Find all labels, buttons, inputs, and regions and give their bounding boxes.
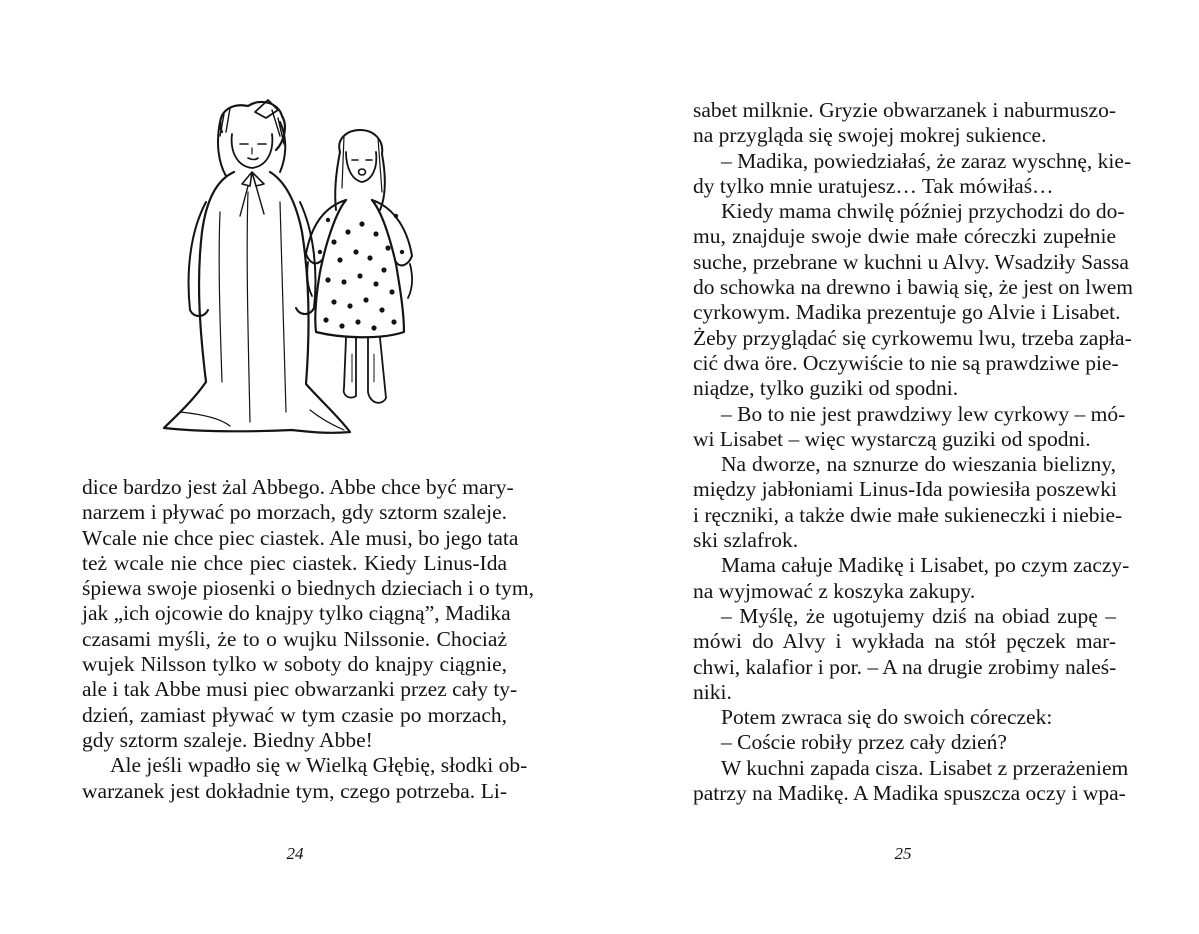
text-line: Ale jeśli wpadło się w Wielką Głębię, słodki ob-	[110, 753, 528, 778]
text-line: niki.	[693, 679, 732, 704]
two-girls-illustration	[160, 92, 430, 440]
text-line: suche, przebrane w kuchni u Alvy. Wsadziły Sassa	[693, 249, 1129, 274]
text-line: wujek Nilsson tylko w soboty do knajpy ciągnie,	[82, 652, 507, 677]
text-line: Żeby przyglądać się cyrkowemu lwu, trzeba zapła-	[693, 325, 1132, 350]
text-line: dice bardzo jest żal Abbego. Abbe chce być mary-	[82, 475, 514, 499]
left-page-text	[82, 475, 534, 804]
text-line: Mama całuje Madikę i Lisabet, po czym zaczy-	[721, 553, 1130, 578]
page-number: 24	[286, 844, 304, 863]
text-line: do schowka na drewno i bawią się, że jest on lwem	[693, 275, 1134, 300]
text-line: W kuchni zapada cisza. Lisabet z przerażeniem	[721, 755, 1129, 780]
text-line: ski szlafrok.	[693, 528, 799, 553]
text-line: chwi, kalafior i por. – A na drugie zrobimy naleś-	[693, 654, 1117, 679]
text-line: – Bo to nie jest prawdziwy lew cyrkowy – mó-	[721, 401, 1126, 426]
text-line: ale i tak Abbe musi piec obwarzanki przez cały ty-	[82, 677, 518, 702]
text-line: mu, znajduje swoje dwie małe córeczki zupełnie	[693, 224, 1116, 249]
text-line: – Myślę, że ugotujemy dziś na obiad zupę –	[721, 603, 1116, 628]
text-line: na przygląda się swojej mokrej sukience.	[693, 123, 1047, 148]
text-line: Kiedy mama chwilę później przychodzi do do-	[721, 199, 1125, 224]
text-line: narzem i pływać po morzach, gdy sztorm szaleje.	[82, 500, 507, 525]
text-line: śpiewa swoje piosenki o biednych dzieciach i o tym,	[82, 576, 534, 601]
text-line: Potem zwraca się do swoich córeczek:	[721, 705, 1053, 730]
text-line: niądze, tylko guziki od spodni.	[693, 376, 959, 401]
text-line: dy tylko mnie uratujesz… Tak mówiłaś…	[693, 173, 1054, 198]
text-line: dzień, zamiast pływać w tym czasie po morzach,	[82, 702, 507, 727]
text-line: między jabłoniami Linus-Ida powiesiła poszewki	[693, 477, 1117, 502]
text-line: na wyjmować z koszyka zakupy.	[693, 578, 976, 603]
text-line: cyrkowym. Madika prezentuje go Alvie i Lisabet.	[693, 300, 1121, 325]
text-line: mówi do Alvy i wykłada na stół pęczek mar-	[693, 629, 1116, 654]
text-line: warzanek jest dokładnie tym, czego potrzeba. Li-	[82, 778, 507, 803]
text-line: wi Lisabet – więc wystarczą guziki od spodni.	[693, 426, 1091, 451]
left-page	[0, 0, 599, 934]
text-line: – Coście robiły przez cały dzień?	[721, 730, 1007, 755]
right-page-text	[693, 98, 1134, 806]
text-line: sabet milknie. Gryzie obwarzanek i naburmuszo-	[693, 98, 1116, 122]
text-line: Na dworze, na sznurze do wieszania bielizny,	[721, 452, 1116, 477]
text-line: i ręczniki, a także dwie małe sukieneczki i niebie-	[693, 502, 1123, 527]
text-line: jak „ich ojcowie do knajpy tylko ciągną”, Madika	[82, 601, 511, 626]
text-line: cić dwa öre. Oczywiście to nie są prawdziwe pie-	[693, 350, 1119, 375]
text-line: patrzy na Madikę. A Madika spuszcza oczy i wpa-	[693, 781, 1126, 806]
page-number: 25	[894, 844, 912, 863]
right-page	[599, 0, 1199, 934]
text-line: czasami myśli, że to o wujku Nilssonie. Chociaż	[82, 626, 507, 651]
text-line: gdy sztorm szaleje. Biedny Abbe!	[82, 727, 373, 752]
text-line: też wcale nie chce piec ciastek. Kiedy Linus-Ida	[82, 550, 507, 575]
text-line: Wcale nie chce piec ciastek. Ale musi, bo jego tata	[82, 525, 519, 550]
text-line: – Madika, powiedziałaś, że zaraz wyschnę, kie-	[721, 148, 1132, 173]
